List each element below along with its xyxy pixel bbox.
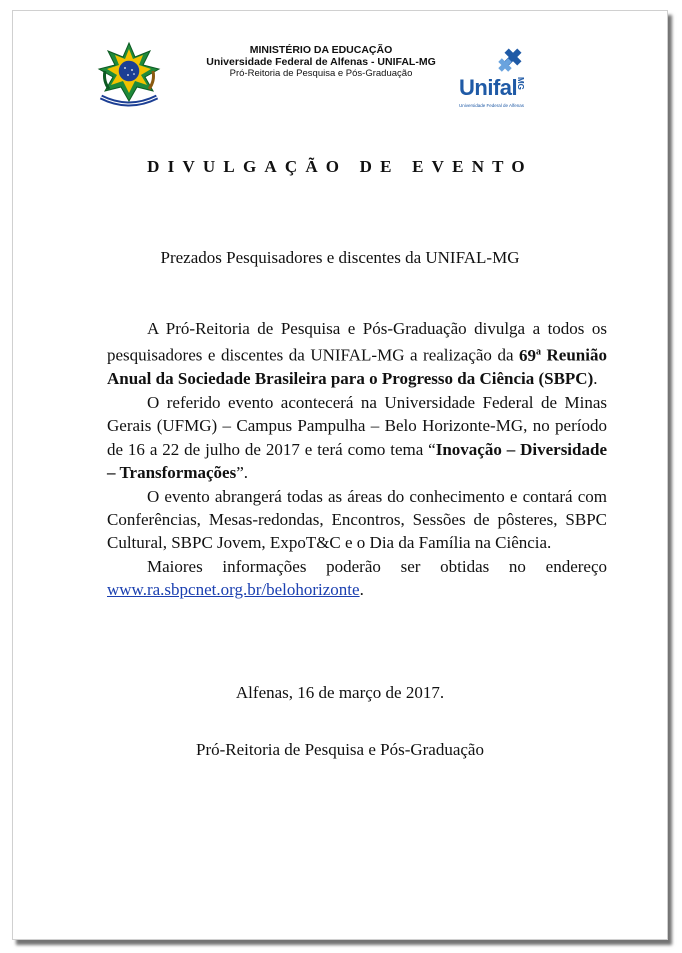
unifal-logo-subtitle: Universidade Federal de Alfenas bbox=[459, 103, 525, 108]
paragraph-scope bbox=[107, 485, 607, 555]
document-body bbox=[107, 317, 607, 602]
info-text: Maiores informações poderão ser obtidas no endereço bbox=[147, 556, 607, 576]
paragraph-info bbox=[107, 555, 607, 602]
signature: Pró-Reitoria de Pesquisa e Pós-Graduação bbox=[196, 740, 484, 759]
paragraph-announcement bbox=[107, 317, 607, 391]
theme-close-quote: ”. bbox=[236, 463, 249, 483]
event-edition: 69$^a$ bbox=[519, 346, 542, 366]
letterhead bbox=[13, 11, 667, 121]
event-website-link[interactable]: www.ra.sbpcnet.org.br/belohorizonte bbox=[107, 580, 360, 600]
place-and-date: Alfenas, 16 de março de 2017. bbox=[235, 683, 445, 702]
event-theme: Inovação – Diversidade – Transformações bbox=[107, 439, 607, 483]
theme-open-quote: “ bbox=[428, 439, 436, 459]
document-title: DIVULGAÇÃO DE EVENTO bbox=[147, 157, 533, 176]
unifal-logo-suffix: MG bbox=[516, 77, 525, 90]
edition-suffix: a bbox=[536, 346, 542, 358]
announcement-end: . bbox=[593, 369, 598, 389]
letterhead-text bbox=[163, 44, 479, 80]
announcement-intro: A Pró-Reitoria de Pesquisa e Pós-Graduação divulga a todos os pesquisadores e discentes da UNIFAL-MG a realização da bbox=[107, 319, 607, 366]
event-name: Reunião Anual da Sociedade Brasileira para o Progresso da Ciência (SBPC) bbox=[107, 346, 607, 389]
brazil-coat-of-arms-icon bbox=[95, 41, 163, 113]
office-name: Pró-Reitoria de Pesquisa e Pós-Graduação bbox=[229, 68, 413, 79]
info-end: . bbox=[359, 580, 364, 600]
ministry-name: MINISTÉRIO DA EDUCAÇÃO bbox=[249, 44, 393, 56]
document-page bbox=[12, 10, 668, 940]
university-name: Universidade Federal de Alfenas - UNIFAL-MG bbox=[206, 56, 436, 68]
greeting: Prezados Pesquisadores e discentes da UNIFAL-MG bbox=[160, 248, 520, 267]
scope-text: O evento abrangerá todas as áreas do conhecimento e contará com Conferências, Mesas-redondas, Encontros, Sessões de pôsteres, SBPC Cultural, SBPC Jovem, ExpoT&C e o Dia da Família na Ciência. bbox=[107, 486, 607, 553]
unifal-logo-text: Unifal bbox=[459, 75, 518, 100]
location-text: O referido evento acontecerá na Universidade Federal de Minas Gerais (UFMG) – Campus Pampulha – Belo Horizonte-MG, no período de 16 a 22 de julho de 2017 e terá como tema bbox=[107, 392, 607, 459]
paragraph-location bbox=[107, 391, 607, 485]
